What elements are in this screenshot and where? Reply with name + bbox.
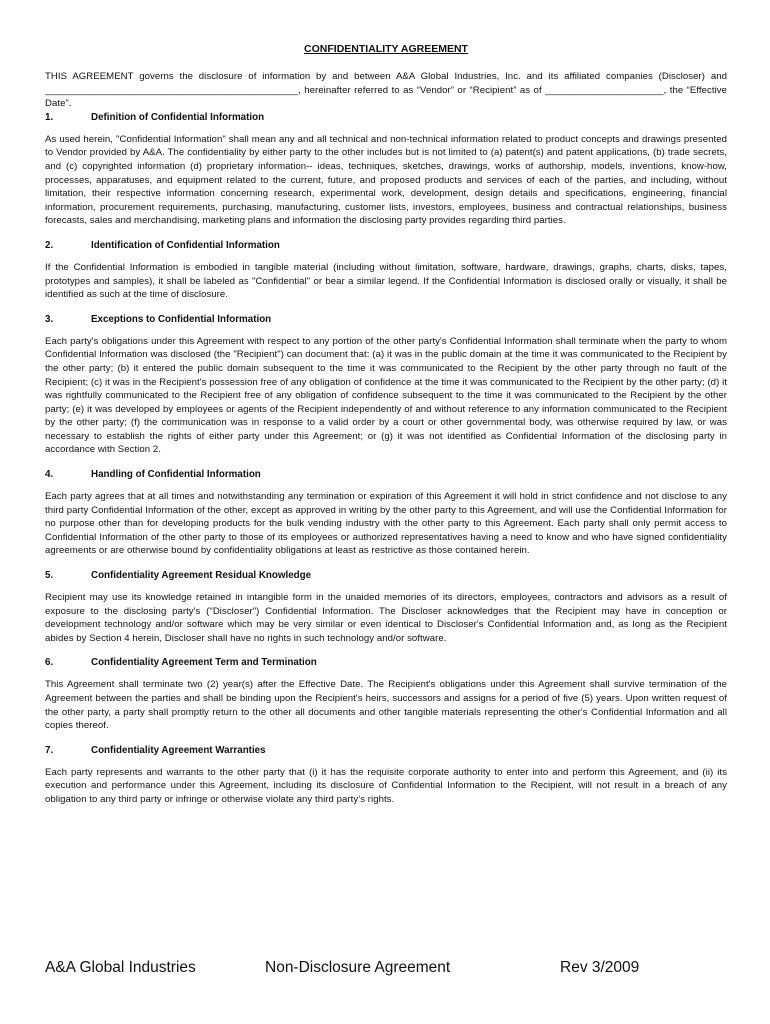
section-title: Confidentiality Agreement Term and Termination <box>91 657 317 669</box>
section-number: 1. <box>45 111 54 123</box>
section-1 <box>45 111 727 228</box>
section-heading <box>45 239 727 252</box>
section-text: Each party represents and warrants to the other party that (i) it has the requisite corporate authority to enter into and perform this Agreement, and (ii) its execution and performance under this Agreement, including its disclosure of Confidential Information to the Recipient, will not result in a breach of any obligation to any third party or infringe or otherwise violate any third party’s rights. <box>45 766 727 805</box>
section-7 <box>45 744 727 807</box>
footer-revision: Rev 3/2009 <box>560 959 640 976</box>
section-text: As used herein, "Confidential Information" shall mean any and all technical and non-technical information related to product concepts and drawings presented to Vendor provided by A&A. The confidentiality by either party to the other includes but is not limited to (a) patent(s) and patent applications, (b) trade secrets, and (c) copyrighted information (d) proprietary information-- ideas, techniques, sketches, drawings, works of authorship, models, inventions, know-how, processes, apparatuses, and equipment related to the current, future, and proposed products and services of each of the parties, and including, without limitation, their respective information concerning research, experimental work, development, design details and specifications, engineering, financial information, procurement requirements, purchasing, manufacturing, customer lists, investors, employees, business and contractual relationships, business forecasts, sales and merchandising, marketing plans and information the disclosing party provides regarding third parties. <box>45 133 727 227</box>
section-5 <box>45 569 727 645</box>
section-text: Each party agrees that at all times and notwithstanding any termination or expiration of this Agreement it will hold in strict confidence and not disclose to any third party Confidential Information of the other, except as approved in writing by the other party to this Agreement, and will use the Confidential Information for no purpose other than for developing products for the bulk vending industry with the other party to this Agreement. Each party shall only permit access to Confidential Information of the other party to those of its employees or authorized representatives having a need to know and who have signed confidentiality agreements or are otherwise bound by confidentiality obligations at least as restrictive as those contained herein. <box>45 491 727 557</box>
section-title: Handling of Confidential Information <box>91 469 261 481</box>
section-number: 4. <box>45 469 54 481</box>
section-number: 5. <box>45 570 54 582</box>
document-title: CONFIDENTIALITY AGREEMENT <box>304 43 468 55</box>
section-title: Confidentiality Agreement Warranties <box>91 744 266 756</box>
section-heading <box>45 744 727 757</box>
section-3 <box>45 313 727 457</box>
section-number: 3. <box>45 313 54 325</box>
section-title: Exceptions to Confidential Information <box>91 313 272 325</box>
intro-paragraph: THIS AGREEMENT governs the disclosure of information by and between A&A Global Industries, Inc. and its affiliated companies (Discloser) and _______________________________________________, hereinafter referred to as “Vendor” or “Recipient” as of ______________________, the “Effective Date”. <box>45 71 727 110</box>
section-heading <box>45 468 727 481</box>
section-number: 6. <box>45 657 54 669</box>
section-title: Confidentiality Agreement Residual Knowledge <box>91 570 312 582</box>
section-number: 7. <box>45 744 54 756</box>
section-6 <box>45 656 727 732</box>
section-2 <box>45 239 727 302</box>
footer-document-name: Non-Disclosure Agreement <box>265 959 451 976</box>
section-number: 2. <box>45 239 54 251</box>
section-title: Identification of Confidential Information <box>91 239 280 251</box>
section-text: This Agreement shall terminate two (2) year(s) after the Effective Date. The Recipient's obligations under this Agreement shall survive termination of the Agreement between the parties and shall be binding upon the Recipient's heirs, successors and assigns for a period of five (5) years. Upon written request of the other party, a party shall promptly return to the other all documents and other tangible materials representing the other's Confidential Information and all copies thereof. <box>45 679 727 732</box>
document-page <box>45 43 727 818</box>
section-text: Each party's obligations under this Agreement with respect to any portion of the other party's Confidential Information shall terminate when the party to whom Confidential Information was disclosed (the "Recipient") can document that: (a) it was in the public domain at the time it was communicated to the Recipient by the other party; (b) it entered the public domain subsequent to the time it was communicated to the Recipient by the other party through no fault of the Recipient; (c) it was in the Recipient's possession free of any obligation of confidence at the time it was communicated to the Recipient by the other party; (d) it was rightfully communicated to the Recipient free of any obligation of confidence subsequent to the time it was communicated to the Recipient by the other party; (e) it was developed by employees or agents of the Recipient independently of and without reference to any information communicated to the Recipient by the other party; (f) the communication was in response to a valid order by a court or other governmental body, was otherwise required by law, or was necessary to establish the rights of either party under this Agreement; or (g) it was not identified as Confidential Information of the disclosing party in accordance with Section 2. <box>45 335 727 456</box>
section-text: If the Confidential Information is embodied in tangible material (including without limitation, software, hardware, drawings, graphs, charts, disks, tapes, prototypes and samples), it shall be labeled as "Confidential" or bear a similar legend. If the Confidential Information is disclosed orally or visually, it shall be identified as such at the time of disclosure. <box>45 261 727 301</box>
section-heading <box>45 111 727 124</box>
section-text: Recipient may use its knowledge retained in intangible form in the unaided memories of its directors, employees, contractors and advisors as a result of exposure to the disclosing party's ("Discloser") Confidential Information. The Discloser acknowledges that the Recipient may have in conception or development technology and/or software which may be very similar or even identical to Discloser's Confidential Information and, as long as the Recipient abides by Section 4 herein, Discloser shall have no rights in such technology and/or software. <box>45 592 727 644</box>
footer-company: A&A Global Industries <box>45 959 196 976</box>
section-heading <box>45 313 727 326</box>
section-heading <box>45 656 727 669</box>
section-heading <box>45 569 727 582</box>
section-4 <box>45 468 727 558</box>
section-title: Definition of Confidential Information <box>91 111 265 123</box>
